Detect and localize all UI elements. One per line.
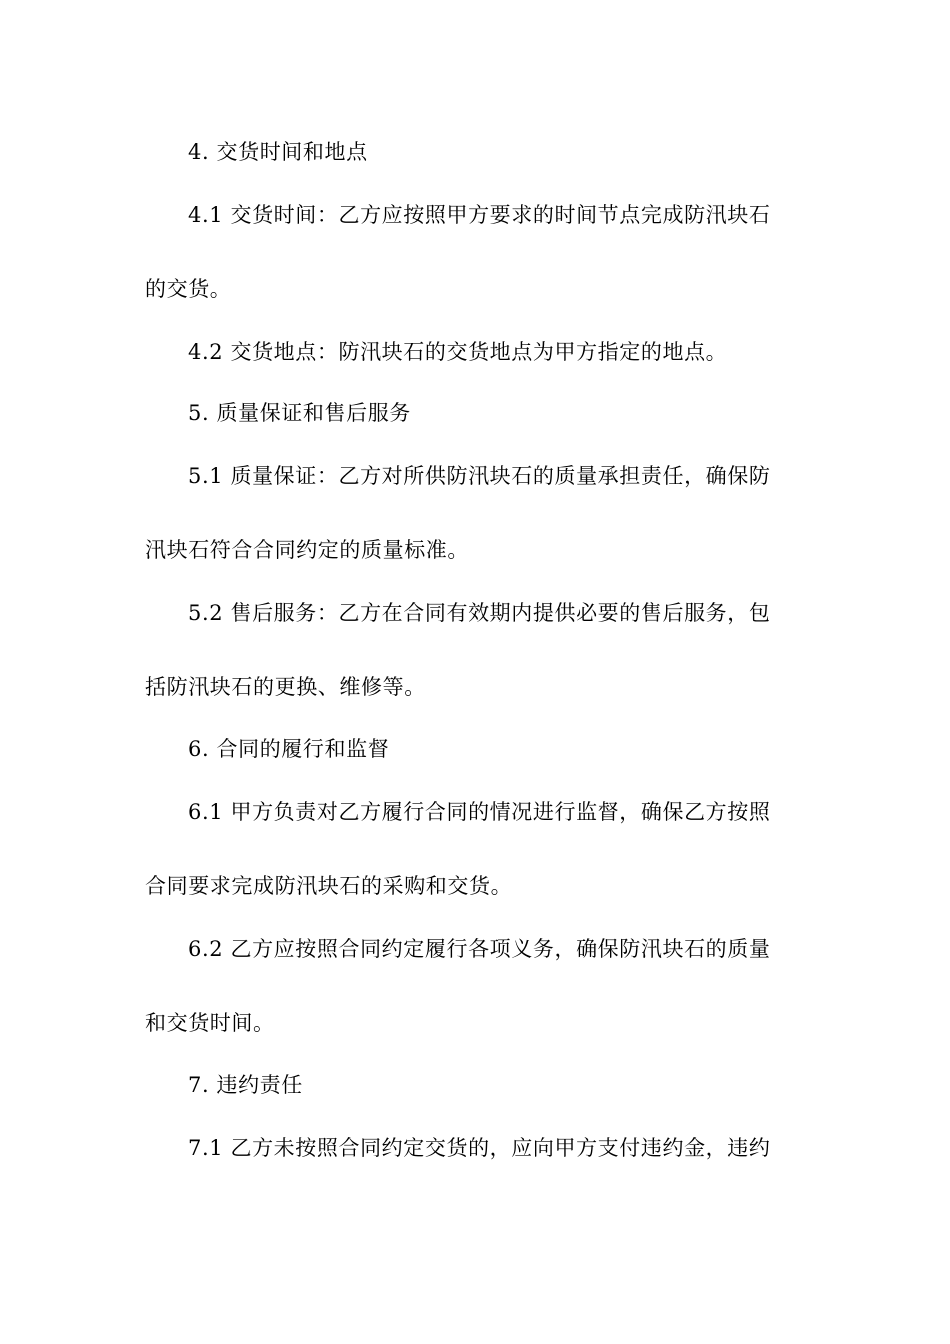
paragraph-6-2-line-1: 6.2 乙方应按照合同约定履行各项义务，确保防汛块石的质量 [188, 937, 771, 961]
paragraph-6-1-line-1: 6.1 甲方负责对乙方履行合同的情况进行监督，确保乙方按照 [188, 800, 771, 824]
paragraph-6-2-line-2: 和交货时间。 [145, 1011, 275, 1035]
section-heading-6: 6. 合同的履行和监督 [188, 737, 390, 761]
paragraph-4-2: 4.2 交货地点：防汛块石的交货地点为甲方指定的地点。 [188, 340, 728, 364]
section-heading-5: 5. 质量保证和售后服务 [188, 401, 411, 425]
paragraph-5-1-line-2: 汛块石符合合同约定的质量标准。 [145, 538, 469, 562]
paragraph-7-1-line-1: 7.1 乙方未按照合同约定交货的，应向甲方支付违约金，违约 [188, 1136, 771, 1160]
paragraph-4-1-line-1: 4.1 交货时间：乙方应按照甲方要求的时间节点完成防汛块石 [188, 203, 771, 227]
section-heading-7: 7. 违约责任 [188, 1073, 303, 1097]
section-heading-4: 4. 交货时间和地点 [188, 140, 368, 164]
paragraph-5-2-line-1: 5.2 售后服务：乙方在合同有效期内提供必要的售后服务，包 [188, 601, 771, 625]
paragraph-5-2-line-2: 括防汛块石的更换、维修等。 [145, 675, 426, 699]
paragraph-5-1-line-1: 5.1 质量保证：乙方对所供防汛块石的质量承担责任，确保防 [188, 464, 771, 488]
paragraph-6-1-line-2: 合同要求完成防汛块石的采购和交货。 [145, 874, 513, 898]
paragraph-4-1-line-2: 的交货。 [145, 277, 232, 301]
